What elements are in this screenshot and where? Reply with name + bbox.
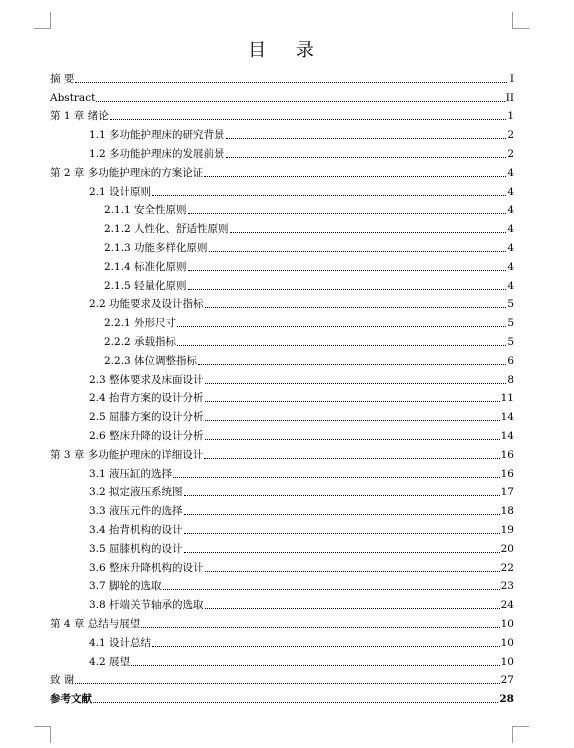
toc-entry-label: 3.7 脚轮的选取: [89, 580, 162, 593]
toc-entry-label: 1.2 多功能护理床的发展前景: [89, 147, 225, 160]
toc-entry-page-number: 27: [500, 674, 514, 687]
toc-leader-dots: [204, 175, 506, 177]
toc-leader-dots: [204, 457, 499, 459]
toc-entry[interactable]: [50, 668, 514, 687]
toc-entry[interactable]: [50, 160, 514, 179]
toc-entry-label: 第 4 章 总结与展望: [50, 617, 141, 630]
toc-entry-page-number: 18: [500, 505, 514, 518]
toc-entry-page-number: 4: [507, 223, 514, 236]
toc-entry[interactable]: [50, 423, 514, 442]
toc-entry-label: 2.1.1 安全性原则: [104, 204, 187, 217]
toc-entry[interactable]: [50, 649, 514, 668]
toc-entry-page-number: 4: [507, 204, 514, 217]
toc-leader-dots: [184, 532, 500, 534]
toc-entry-label: 2.5 屈膝方案的设计分析: [89, 411, 204, 424]
toc-leader-dots: [205, 438, 500, 440]
toc-entry-label: Abstract: [50, 91, 96, 104]
toc-entry-label: 2.2.3 体位调整指标: [104, 354, 198, 367]
toc-leader-dots: [230, 231, 507, 233]
toc-entry-label: 参考文献: [50, 693, 92, 706]
toc-entry[interactable]: [50, 122, 514, 141]
toc-entry[interactable]: [50, 517, 514, 536]
toc-entry-page-number: 24: [500, 599, 514, 612]
toc-entry-label: 2.2.1 外形尺寸: [104, 317, 177, 330]
toc-entry-page-number: 4: [507, 166, 514, 179]
toc-entry-label: 3.3 液压元件的选择: [89, 505, 183, 518]
toc-entry[interactable]: [50, 498, 514, 517]
toc-entry-label: 致 谢: [50, 674, 75, 687]
toc-entry-label: 3.5 屈膝机构的设计: [89, 542, 183, 555]
toc-entry[interactable]: [50, 85, 514, 104]
toc-leader-dots: [177, 344, 506, 346]
toc-entry-page-number: 10: [500, 655, 514, 668]
crop-mark-top-right: [512, 12, 529, 29]
toc-leader-dots: [188, 288, 507, 290]
toc-entry-page-number: 17: [500, 486, 514, 499]
toc-entry-page-number: 4: [507, 279, 514, 292]
toc-entry-label: 摘 要: [50, 72, 75, 85]
toc-leader-dots: [96, 100, 504, 102]
toc-entry-page-number: 6: [507, 354, 514, 367]
toc-entry[interactable]: [50, 310, 514, 329]
toc-entry[interactable]: [50, 686, 514, 705]
toc-entry-page-number: 5: [507, 335, 514, 348]
toc-entry[interactable]: [50, 367, 514, 386]
toc-entry-page-number: 16: [500, 467, 514, 480]
toc-leader-dots: [152, 194, 506, 196]
toc-entry-label: 4.2 展望: [89, 655, 131, 668]
toc-entry[interactable]: [50, 348, 514, 367]
toc-entry-page-number: 22: [500, 561, 514, 574]
toc-entry-page-number: 4: [507, 260, 514, 273]
toc-leader-dots: [205, 400, 500, 402]
toc-leader-dots: [205, 382, 507, 384]
toc-entry[interactable]: [50, 235, 514, 254]
toc-entry[interactable]: [50, 555, 514, 574]
toc-leader-dots: [205, 306, 507, 308]
toc-entry-page-number: 14: [500, 429, 514, 442]
toc-entry-page-number: I: [509, 72, 514, 85]
toc-entry[interactable]: [50, 611, 514, 630]
toc-entry-label: 2.6 整床升降的设计分析: [89, 429, 204, 442]
toc-entry-label: 2.4 抬背方案的设计分析: [89, 392, 204, 405]
toc-entry-label: 4.1 设计总结: [89, 636, 152, 649]
toc-leader-dots: [110, 118, 507, 120]
page-title: 目 录: [248, 40, 326, 61]
toc-entry-label: 2.3 整体要求及床面设计: [89, 373, 204, 386]
toc-entry-page-number: 20: [500, 542, 514, 555]
toc-leader-dots: [205, 570, 500, 572]
toc-leader-dots: [75, 682, 499, 684]
toc-entry-page-number: II: [505, 91, 514, 104]
toc-entry-label: 3.4 抬背机构的设计: [89, 523, 183, 536]
toc-leader-dots: [188, 212, 507, 214]
toc-entry-label: 2.2.2 承载指标: [104, 335, 177, 348]
table-of-contents: [50, 66, 514, 705]
toc-leader-dots: [141, 626, 499, 628]
toc-entry-page-number: 19: [500, 523, 514, 536]
toc-entry-page-number: 1: [507, 110, 514, 123]
toc-entry-page-number: 4: [507, 185, 514, 198]
toc-leader-dots: [152, 645, 500, 647]
toc-entry[interactable]: [50, 179, 514, 198]
toc-entry-label: 1.1 多功能护理床的研究背景: [89, 129, 225, 142]
toc-entry[interactable]: [50, 480, 514, 499]
toc-entry[interactable]: [50, 329, 514, 348]
toc-leader-dots: [173, 476, 500, 478]
toc-entry-page-number: 5: [507, 317, 514, 330]
toc-leader-dots: [184, 513, 500, 515]
toc-leader-dots: [184, 551, 500, 553]
toc-entry-page-number: 23: [500, 580, 514, 593]
toc-entry[interactable]: [50, 386, 514, 405]
toc-leader-dots: [93, 701, 498, 703]
toc-entry-label: 2.1.3 功能多样化原则: [104, 241, 208, 254]
toc-leader-dots: [226, 137, 507, 139]
toc-entry[interactable]: [50, 216, 514, 235]
toc-entry-page-number: 16: [500, 448, 514, 461]
toc-leader-dots: [131, 664, 500, 666]
toc-leader-dots: [205, 607, 500, 609]
toc-leader-dots: [198, 363, 506, 365]
toc-entry-page-number: 11: [500, 392, 514, 405]
toc-entry-label: 第 3 章 多功能护理床的详细设计: [50, 448, 204, 461]
toc-entry[interactable]: [50, 592, 514, 611]
toc-entry-page-number: 14: [500, 411, 514, 424]
toc-entry-page-number: 2: [507, 129, 514, 142]
toc-entry-label: 第 1 章 绪论: [50, 110, 109, 123]
toc-entry-label: 3.8 杆端关节轴承的选取: [89, 599, 204, 612]
toc-entry[interactable]: [50, 254, 514, 273]
toc-entry[interactable]: [50, 404, 514, 423]
toc-entry-label: 2.1.5 轻量化原则: [104, 279, 187, 292]
toc-entry-page-number: 2: [507, 147, 514, 160]
toc-entry[interactable]: [50, 442, 514, 461]
toc-entry[interactable]: [50, 273, 514, 292]
toc-entry-page-number: 5: [507, 298, 514, 311]
toc-entry-label: 3.1 液压缸的选择: [89, 467, 173, 480]
toc-entry-page-number: 10: [500, 617, 514, 630]
toc-entry-page-number: 10: [500, 636, 514, 649]
toc-entry-label: 第 2 章 多功能护理床的方案论证: [50, 166, 204, 179]
toc-entry-label: 2.1.2 人性化、舒适性原则: [104, 223, 229, 236]
toc-entry[interactable]: [50, 536, 514, 555]
toc-entry-label: 3.2 拟定液压系统图: [89, 486, 183, 499]
crop-mark-top-left: [34, 12, 51, 29]
toc-entry[interactable]: [50, 574, 514, 593]
toc-entry-page-number: 8: [507, 373, 514, 386]
toc-leader-dots: [205, 419, 500, 421]
toc-entry[interactable]: [50, 292, 514, 311]
toc-leader-dots: [226, 156, 507, 158]
toc-entry-page-number: 4: [507, 241, 514, 254]
toc-entry-page-number: 28: [499, 693, 514, 706]
toc-entry-label: 2.2 功能要求及设计指标: [89, 298, 204, 311]
toc-leader-dots: [177, 325, 506, 327]
crop-mark-bottom-left: [34, 726, 51, 743]
toc-entry[interactable]: [50, 198, 514, 217]
toc-leader-dots: [163, 588, 500, 590]
toc-leader-dots: [75, 81, 507, 83]
toc-leader-dots: [209, 250, 507, 252]
toc-entry[interactable]: [50, 461, 514, 480]
toc-entry-label: 2.1 设计原则: [89, 185, 152, 198]
toc-leader-dots: [188, 269, 507, 271]
crop-mark-bottom-right: [512, 726, 529, 743]
toc-entry-label: 2.1.4 标准化原则: [104, 260, 187, 273]
toc-entry[interactable]: [50, 141, 514, 160]
toc-entry[interactable]: [50, 630, 514, 649]
toc-entry[interactable]: [50, 66, 514, 85]
toc-entry[interactable]: [50, 104, 514, 123]
toc-leader-dots: [184, 494, 500, 496]
toc-entry-label: 3.6 整床升降机构的设计: [89, 561, 204, 574]
